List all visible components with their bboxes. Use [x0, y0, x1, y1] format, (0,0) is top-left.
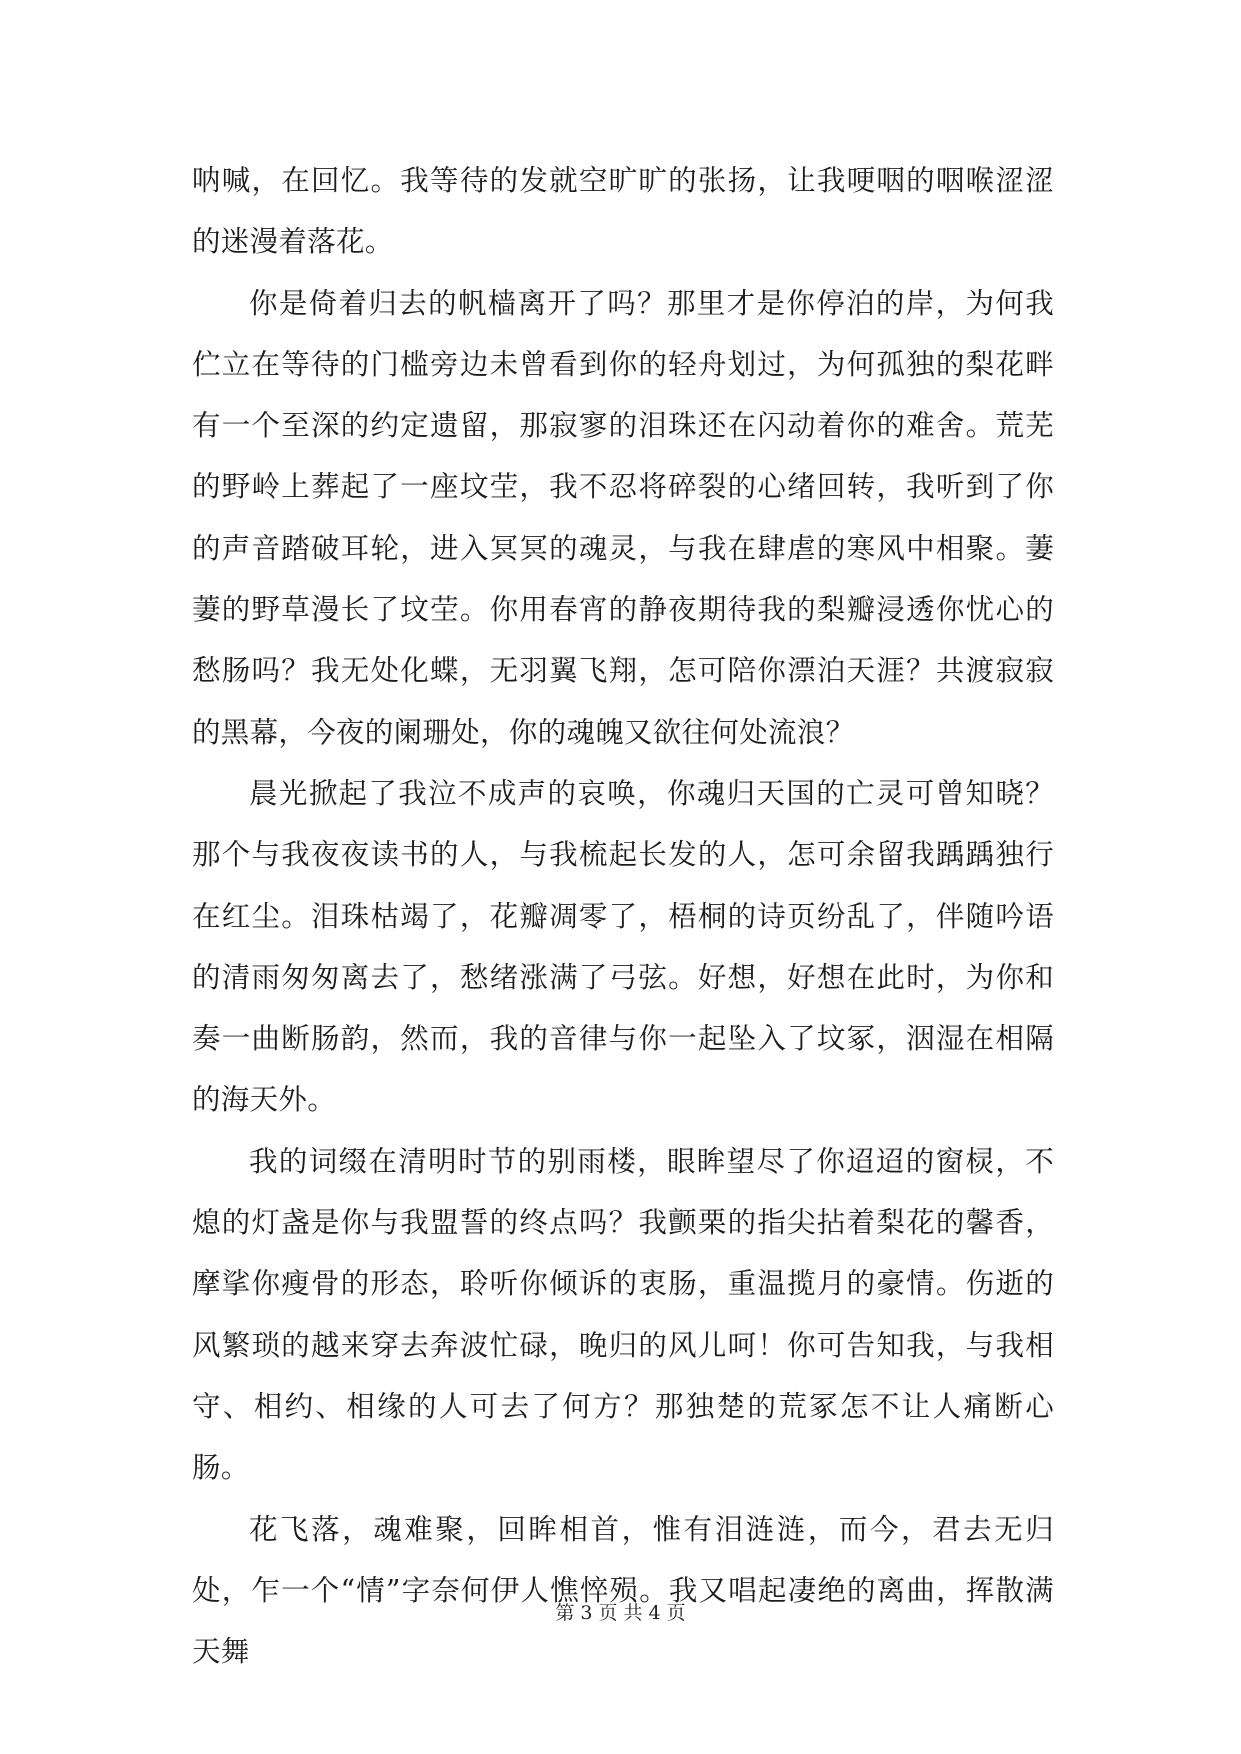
paragraph-1: 呐喊，在回忆。我等待的发就空旷旷的张扬，让我哽咽的咽喉涩涩的迷漫着落花。 [192, 164, 1054, 259]
page-number-footer: 第 3 页 共 4 页 [555, 1602, 686, 1624]
article-body [192, 150, 1054, 1682]
paragraph-2: 你是倚着归去的帆樯离开了吗？那里才是你停泊的岸，为何我伫立在等待的门槛旁边未曾看到你的轻舟划过，为何孤独的梨花畔有一个至深的约定遗留，那寂寥的泪珠还在闪动着你的难舍。荒芜的野岭上葬起了一座坟茔，我不忍将碎裂的心绪回转，我听到了你的声音踏破耳轮，进入冥冥的魂灵，与我在肆虐的寒风中相聚。萋萋的野草漫长了坟茔。你用春宵的静夜期待我的梨瓣浸透你忧心的愁肠吗？我无处化蝶，无羽翼飞翔，怎可陪你漂泊天涯？共渡寂寂的黑幕，今夜的阑珊处，你的魂魄又欲往何处流浪？ [192, 286, 1054, 749]
paragraph-5: 花飞落，魂难聚，回眸相首，惟有泪涟涟，而今，君去无归处，乍一个“情”字奈何伊人憔悴殒。我又唱起凄绝的离曲，挥散满天舞 [192, 1512, 1054, 1669]
paragraph-4: 我的词缀在清明时节的别雨楼，眼眸望尽了你迢迢的窗棂，不熄的灯盏是你与我盟誓的终点吗？我颤栗的指尖拈着梨花的馨香，摩挲你瘦骨的形态，聆听你倾诉的衷肠，重温揽月的豪情。伤逝的风繁琐的越来穿去奔波忙碌，晚归的风儿呵！你可告知我，与我相守、相约、相缘的人可去了何方？那独楚的荒冢怎不让人痛断心肠。 [192, 1144, 1054, 1485]
paragraph-3: 晨光掀起了我泣不成声的哀唤，你魂归天国的亡灵可曾知晓？那个与我夜夜读书的人，与我梳起长发的人，怎可余留我踽踽独行在红尘。泪珠枯竭了，花瓣凋零了，梧桐的诗页纷乱了，伴随吟语的清雨匆匆离去了，愁绪涨满了弓弦。好想，好想在此时，为你和奏一曲断肠韵，然而，我的音律与你一起坠入了坟冢，洇湿在相隔的海天外。 [192, 776, 1054, 1117]
